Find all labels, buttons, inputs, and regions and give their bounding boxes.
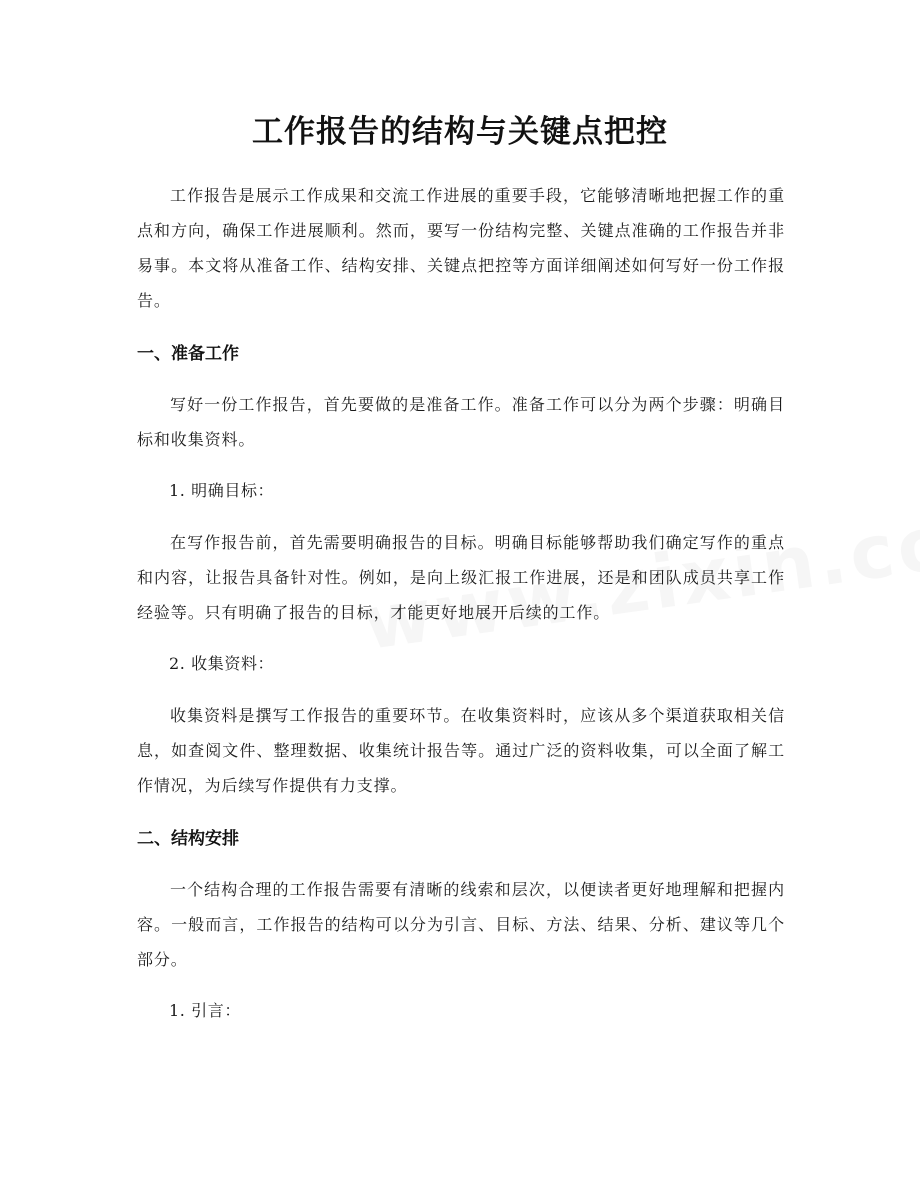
list-item-define-goal: 1. 明确目标： bbox=[169, 481, 275, 500]
section1-paragraph: 写好一份工作报告，首先要做的是准备工作。准备工作可以分为两个步骤：明确目标和收集资料。 bbox=[137, 395, 785, 449]
list-item-introduction: 1. 引言： bbox=[169, 1001, 241, 1020]
list-item-collect-materials: 2. 收集资料： bbox=[169, 654, 275, 673]
define-goal-paragraph: 在写作报告前，首先需要明确报告的目标。明确目标能够帮助我们确定写作的重点和内容，让报告具备针对性。例如，是向上级汇报工作进展，还是和团队成员共享工作经验等。只有明确了报告的目标，才能更好地展开后续的工作。 bbox=[137, 533, 785, 622]
collect-materials-paragraph: 收集资料是撰写工作报告的重要环节。在收集资料时，应该从多个渠道获取相关信息，如查阅文件、整理数据、收集统计报告等。通过广泛的资料收集，可以全面了解工作情况，为后续写作提供有力支撑。 bbox=[137, 706, 785, 795]
intro-paragraph: 工作报告是展示工作成果和交流工作进展的重要手段，它能够清晰地把握工作的重点和方向，确保工作进展顺利。然而，要写一份结构完整、关键点准确的工作报告并非易事。本文将从准备工作、结构安排、关键点把控等方面详细阐述如何写好一份工作报告。 bbox=[137, 186, 785, 310]
section-heading-structure: 二、结构安排 bbox=[137, 829, 239, 849]
page-title: 工作报告的结构与关键点把控 bbox=[252, 114, 668, 150]
section-heading-preparation: 一、准备工作 bbox=[137, 344, 239, 364]
section2-paragraph: 一个结构合理的工作报告需要有清晰的线索和层次，以便读者更好地理解和把握内容。一般而言，工作报告的结构可以分为引言、目标、方法、结果、分析、建议等几个部分。 bbox=[137, 880, 785, 969]
document-body bbox=[137, 178, 785, 1025]
